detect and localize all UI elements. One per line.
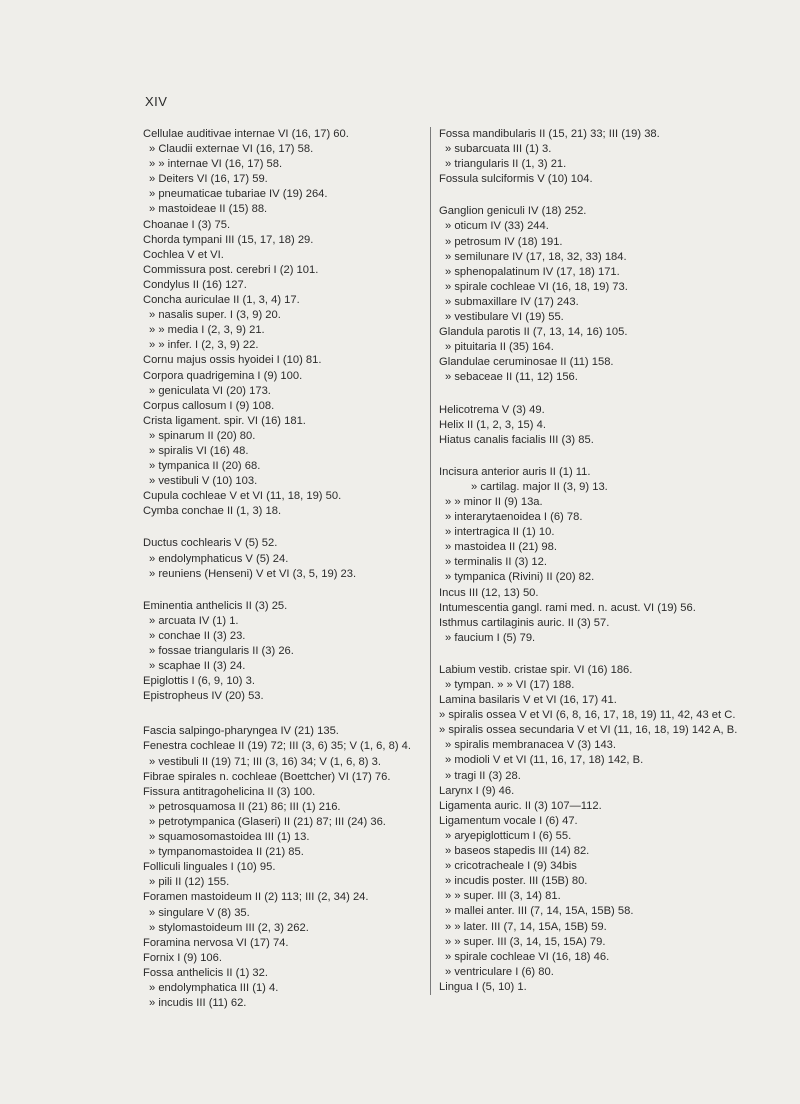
index-entry: Fenestra cochleae II (19) 72; III (3, 6) 35; V (1, 6, 8) 4. — [143, 740, 412, 753]
index-entry: » scaphae II (3) 24. — [149, 660, 246, 673]
index-entry: Ligamenta auric. II (3) 107—112. — [439, 799, 602, 812]
index-entry: » nasalis super. I (3, 9) 20. — [149, 309, 281, 322]
index-entry: Crista ligament. spir. VI (16) 181. — [143, 414, 306, 427]
index-column-right — [430, 127, 739, 995]
index-entry: Cymba conchae II (1, 3) 18. — [143, 505, 282, 518]
index-entry: » tympan. » » VI (17) 188. — [445, 679, 575, 691]
index-entry: » » minor II (9) 13a. — [445, 495, 543, 508]
index-entry: Fornix I (9) 106. — [143, 951, 222, 964]
index-entry: » Claudii externae VI (16, 17) 58. — [149, 143, 314, 156]
index-entry: » » media I (2, 3, 9) 21. — [149, 324, 265, 337]
index-entry: » petrosum IV (18) 191. — [445, 235, 563, 248]
index-entry: Labium vestib. cristae spir. VI (16) 186. — [439, 663, 633, 676]
index-entry: » singulare V (8) 35. — [149, 906, 250, 919]
index-entry: » » infer. I (2, 3, 9) 22. — [149, 339, 259, 352]
index-entry: Fossula sulciformis V (10) 104. — [439, 173, 593, 186]
index-entry: » modioli V et VI (11, 16, 17, 18) 142, B. — [445, 754, 644, 767]
index-entry: » triangularis II (1, 3) 21. — [445, 158, 567, 171]
index-entry: » terminalis II (3) 12. — [445, 556, 547, 569]
index-entry: Helix II (1, 2, 3, 15) 4. — [439, 418, 546, 431]
index-entry: Corpus callosum I (9) 108. — [143, 399, 275, 412]
index-entry: » » later. III (7, 14, 15A, 15B) 59. — [445, 920, 607, 933]
index-entry: Lamina basilaris V et VI (16, 17) 41. — [439, 694, 617, 707]
index-entry: » spirale cochleae VI (16, 18) 46. — [445, 950, 610, 963]
index-entry: » intertragica II (1) 10. — [445, 526, 555, 539]
index-entry: » stylomastoideum III (2, 3) 262. — [149, 921, 309, 934]
index-entry: Fibrae spirales n. cochleae (Boettcher) VI (17) 76. — [143, 770, 391, 783]
index-entry: Eminentia anthelicis II (3) 25. — [143, 599, 288, 612]
index-entry: » cartilag. major II (3, 9) 13. — [471, 480, 608, 493]
index-entry: » tragi II (3) 28. — [445, 769, 521, 782]
index-entry: Ganglion geniculi IV (18) 252. — [439, 205, 587, 218]
index-entry: » petrosquamosa II (21) 86; III (1) 216. — [149, 800, 341, 813]
index-entry: » petrotympanica (Glaseri) II (21) 87; III (24) 36. — [149, 815, 386, 828]
index-entry: » » super. III (3, 14) 81. — [445, 890, 561, 903]
index-entry: » spinarum II (20) 80. — [149, 429, 256, 442]
index-entry: » tympanomastoidea II (21) 85. — [149, 846, 304, 859]
index-entry: Fossa mandibularis II (15, 21) 33; III (19) 38. — [439, 128, 660, 140]
index-entry: » reuniens (Henseni) V et VI (3, 5, 19) 23. — [149, 567, 357, 580]
index-entry: » vestibulare VI (19) 55. — [445, 311, 564, 324]
index-entry: » interarytaenoidea I (6) 78. — [445, 511, 583, 524]
index-entry: Glandulae ceruminosae II (11) 158. — [439, 356, 614, 369]
index-entry: Intumescentia gangl. rami med. n. acust. VI (19) 56. — [439, 601, 696, 614]
index-entry: » spiralis membranacea V (3) 143. — [445, 739, 616, 752]
index-entry: » tympanica (Rivini) II (20) 82. — [445, 571, 595, 584]
index-entry: » semilunare IV (17, 18, 32, 33) 184. — [445, 250, 627, 263]
page-number: XIV — [145, 94, 168, 109]
index-entry: Foramen mastoideum II (2) 113; III (2, 34) 24. — [143, 891, 369, 904]
index-entry: Condylus II (16) 127. — [143, 278, 247, 291]
index-entry: Lingua I (5, 10) 1. — [439, 980, 527, 993]
index-entry: » endolymphatica III (1) 4. — [149, 981, 279, 994]
index-entry: Fascia salpingo-pharyngea IV (21) 135. — [143, 725, 339, 738]
index-entry: » aryepiglotticum I (6) 55. — [445, 829, 572, 842]
index-entry: Foramina nervosa VI (17) 74. — [143, 936, 289, 949]
index-entry: Ligamentum vocale I (6) 47. — [439, 814, 578, 827]
index-entry: » spirale cochleae VI (16, 18, 19) 73. — [445, 280, 628, 293]
index-entry: » pili II (12) 155. — [149, 876, 230, 889]
index-entry: » vestibuli V (10) 103. — [149, 475, 258, 488]
index-entry: » fossae triangularis II (3) 26. — [149, 645, 294, 657]
index-entry: » sphenopalatinum IV (17, 18) 171. — [445, 265, 620, 278]
index-column-left — [143, 127, 428, 1011]
index-entry: Isthmus cartilaginis auric. II (3) 57. — [439, 616, 610, 629]
index-entry: Helicotrema V (3) 49. — [439, 403, 545, 416]
index-entry: Incisura anterior auris II (1) 11. — [439, 465, 591, 478]
index-entry: » baseos stapedis III (14) 82. — [445, 845, 590, 858]
index-entry: » endolymphaticus V (5) 24. — [149, 552, 289, 565]
index-entry: » tympanica II (20) 68. — [149, 460, 261, 473]
index-entry: Concha auriculae II (1, 3, 4) 17. — [143, 294, 300, 307]
index-entry: » squamosomastoidea III (1) 13. — [149, 831, 310, 844]
index-entry: » mastoideae II (15) 88. — [149, 203, 268, 216]
index-entry: » vestibuli II (19) 71; III (3, 16) 34; V (1, 6, 8) 3. — [149, 755, 381, 768]
index-entry: » subarcuata III (1) 3. — [445, 143, 552, 156]
index-entry: Corpora quadrigemina I (9) 100. — [143, 369, 303, 382]
index-entry: Cupula cochleae V et VI (11, 18, 19) 50. — [143, 490, 342, 503]
index-entry: Fissura antitragohelicina II (3) 100. — [143, 785, 316, 798]
index-entry: Choanae I (3) 75. — [143, 218, 231, 231]
index-entry: » Deiters VI (16, 17) 59. — [149, 173, 268, 186]
index-entry: » » internae VI (16, 17) 58. — [149, 158, 283, 171]
index-entry: » spiralis VI (16) 48. — [149, 444, 249, 457]
index-entry: Cornu majus ossis hyoidei I (10) 81. — [143, 354, 322, 367]
index-entry: » incudis poster. III (15B) 80. — [445, 875, 588, 888]
index-entry: » oticum IV (33) 244. — [445, 220, 549, 233]
index-entry: » ventriculare I (6) 80. — [445, 965, 554, 978]
index-entry: Folliculi linguales I (10) 95. — [143, 861, 276, 874]
index-entry: » geniculata VI (20) 173. — [149, 384, 271, 397]
index-entry: » conchae II (3) 23. — [149, 629, 246, 642]
index-entry: Ductus cochlearis V (5) 52. — [143, 537, 278, 550]
index-entry: » mallei anter. III (7, 14, 15A, 15B) 58. — [445, 905, 634, 918]
index-entry: » » super. III (3, 14, 15, 15A) 79. — [445, 935, 606, 948]
index-entry: » pituitaria II (35) 164. — [445, 341, 554, 354]
index-entry: Epistropheus IV (20) 53. — [143, 690, 264, 703]
index-entry: » mastoidea II (21) 98. — [445, 541, 557, 554]
index-entry: » incudis III (11) 62. — [149, 997, 247, 1010]
index-entry: » spiralis ossea V et VI (6, 8, 16, 17, 18, 19) 11, 42, 43 et C. — [439, 709, 736, 722]
index-entry: » submaxillare IV (17) 243. — [445, 295, 579, 308]
index-entry: » pneumaticae tubariae IV (19) 264. — [149, 188, 328, 201]
index-entry: Cellulae auditivae internae VI (16, 17) 60. — [143, 128, 349, 140]
index-entry: Incus III (12, 13) 50. — [439, 586, 539, 599]
index-entry: » cricotracheale I (9) 34bis — [445, 860, 577, 873]
index-entry: Fossa anthelicis II (1) 32. — [143, 966, 268, 979]
index-entry: » spiralis ossea secundaria V et VI (11, 16, 18, 19) 142 A, B. — [439, 724, 738, 737]
index-entry: Chorda tympani III (15, 17, 18) 29. — [143, 233, 314, 246]
index-entry: Commissura post. cerebri I (2) 101. — [143, 263, 319, 276]
index-entry: » arcuata IV (1) 1. — [149, 614, 239, 627]
index-entry: » faucium I (5) 79. — [445, 631, 536, 644]
index-entry: Hiatus canalis facialis III (3) 85. — [439, 433, 594, 446]
index-entry: Glandula parotis II (7, 13, 14, 16) 105. — [439, 326, 628, 339]
index-entry: Epiglottis I (6, 9, 10) 3. — [143, 675, 255, 688]
index-entry: Cochlea V et VI. — [143, 248, 224, 261]
index-entry: Larynx I (9) 46. — [439, 784, 515, 797]
index-entry: » sebaceae II (11, 12) 156. — [445, 371, 578, 384]
